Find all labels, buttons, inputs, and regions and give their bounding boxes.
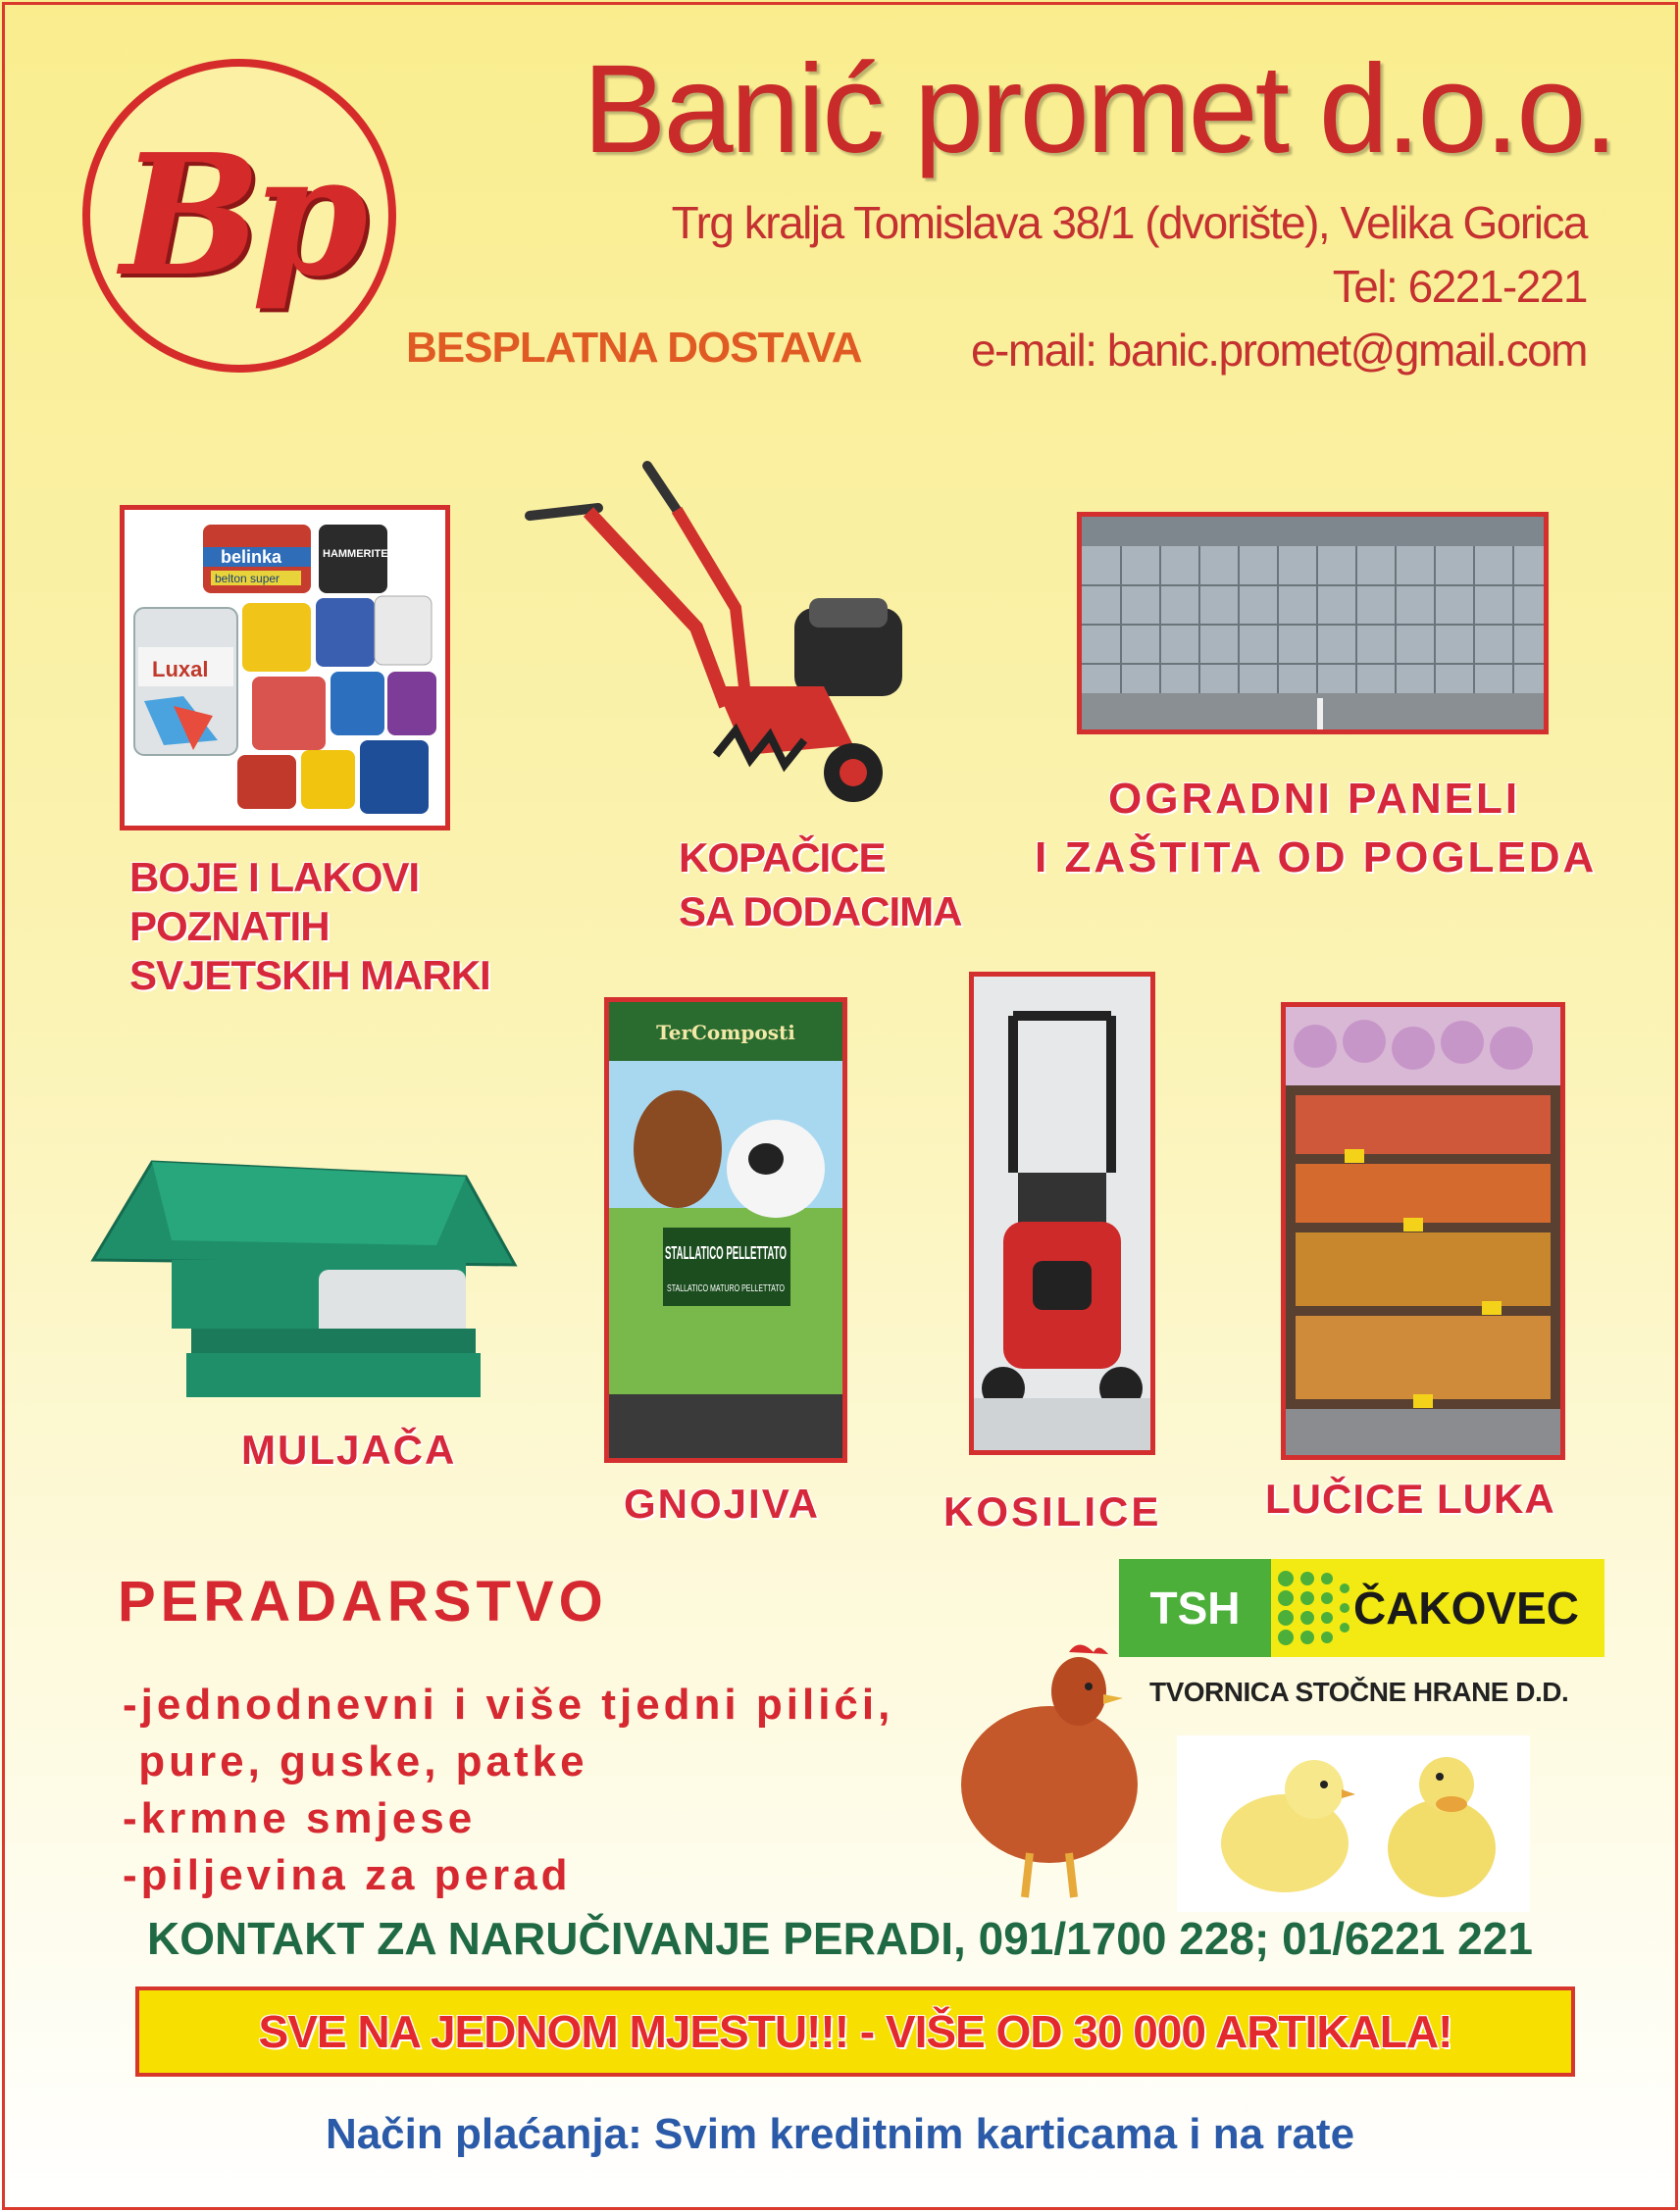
tsh-city: ČAKOVEC	[1271, 1559, 1604, 1657]
poultry-item: -krmne smjese	[123, 1794, 477, 1842]
onion-caption: LUČICE LUKA	[1265, 1476, 1555, 1522]
fence-panels-image	[1082, 517, 1544, 729]
fences-caption-line2: I ZAŠTITA OD POGLEDA	[1035, 833, 1598, 881]
chicks-image	[1177, 1735, 1530, 1912]
tsh-short: TSH	[1119, 1559, 1271, 1657]
mowers-caption: KOSILICE	[943, 1488, 1162, 1534]
belton-text: belton super	[215, 572, 280, 585]
company-logo	[82, 59, 396, 373]
logo-text: Bp	[120, 118, 359, 314]
free-delivery-label: BESPLATNA DOSTAVA	[406, 324, 862, 372]
mower-photo	[969, 972, 1155, 1455]
poultry-list	[123, 1677, 893, 1904]
fences-caption-line1: OGRADNI PANELI	[1108, 775, 1521, 823]
tsh-logo	[1119, 1559, 1604, 1657]
company-phone: Tel: 6221-221	[1332, 261, 1587, 312]
company-address: Trg kralja Tomislava 38/1 (dvorište), Velika Gorica	[671, 197, 1587, 248]
company-name: Banić promet d.o.o.	[583, 39, 1615, 179]
promo-banner	[135, 1986, 1575, 2077]
paints-photo	[120, 505, 450, 830]
luxal-text: Luxal	[152, 657, 209, 681]
tercomposti-text: TerComposti	[656, 1021, 795, 1044]
lawn-mower-image	[974, 977, 1150, 1450]
crusher-image	[93, 1157, 525, 1412]
promo-banner-text: SVE NA JEDNOM MJESTU!!! - VIŠE OD 30 000 ARTIKALA!	[258, 2006, 1452, 2057]
poultry-contact: KONTAKT ZA NARUČIVANJE PERADI, 091/1700 228; 01/6221 221	[147, 1913, 1533, 1964]
paints-caption-line1: BOJE I LAKOVI	[129, 854, 420, 900]
fertilizer-bag-image	[609, 1002, 842, 1458]
tsh-full-name: TVORNICA STOČNE HRANE D.D.	[1149, 1677, 1569, 1707]
hammerite-text: HAMMERITE	[323, 548, 388, 560]
tiller-image	[530, 461, 942, 814]
crusher-caption: MULJAČA	[241, 1427, 457, 1473]
onion-sets-image	[1286, 1007, 1560, 1455]
paint-cans-image	[125, 510, 445, 826]
fertilizer-photo	[604, 997, 847, 1463]
tillers-caption-line2: SA DODACIMA	[679, 888, 962, 934]
poultry-item: pure, guske, patke	[123, 1737, 588, 1785]
fertilizer-caption: GNOJIVA	[624, 1481, 820, 1527]
payment-info: Način plaćanja: Svim kreditnim karticama i na rate	[325, 2110, 1355, 2158]
poultry-item: -jednodnevni i više tjedni pilići,	[123, 1681, 894, 1729]
company-email[interactable]: e-mail: banic.promet@gmail.com	[970, 325, 1587, 376]
hen-image	[951, 1637, 1147, 1912]
poultry-item: -piljevina za perad	[123, 1851, 572, 1899]
paints-caption-line2: POZNATIH	[129, 903, 330, 949]
poultry-title: PERADARSTVO	[118, 1570, 608, 1634]
fence-panels-photo	[1077, 512, 1549, 734]
stallatico-sub-text: STALLATICO MATURO PELLETTATO	[667, 1283, 786, 1294]
tsh-dots-icon	[1266, 1565, 1384, 1651]
belinka-text: belinka	[221, 547, 282, 567]
tillers-caption-line1: KOPAČICE	[679, 834, 886, 880]
stallatico-text: STALLATICO PELLETTATO	[665, 1243, 787, 1263]
paints-caption-line3: SVJETSKIH MARKI	[129, 952, 490, 998]
onion-sets-photo	[1281, 1002, 1565, 1460]
